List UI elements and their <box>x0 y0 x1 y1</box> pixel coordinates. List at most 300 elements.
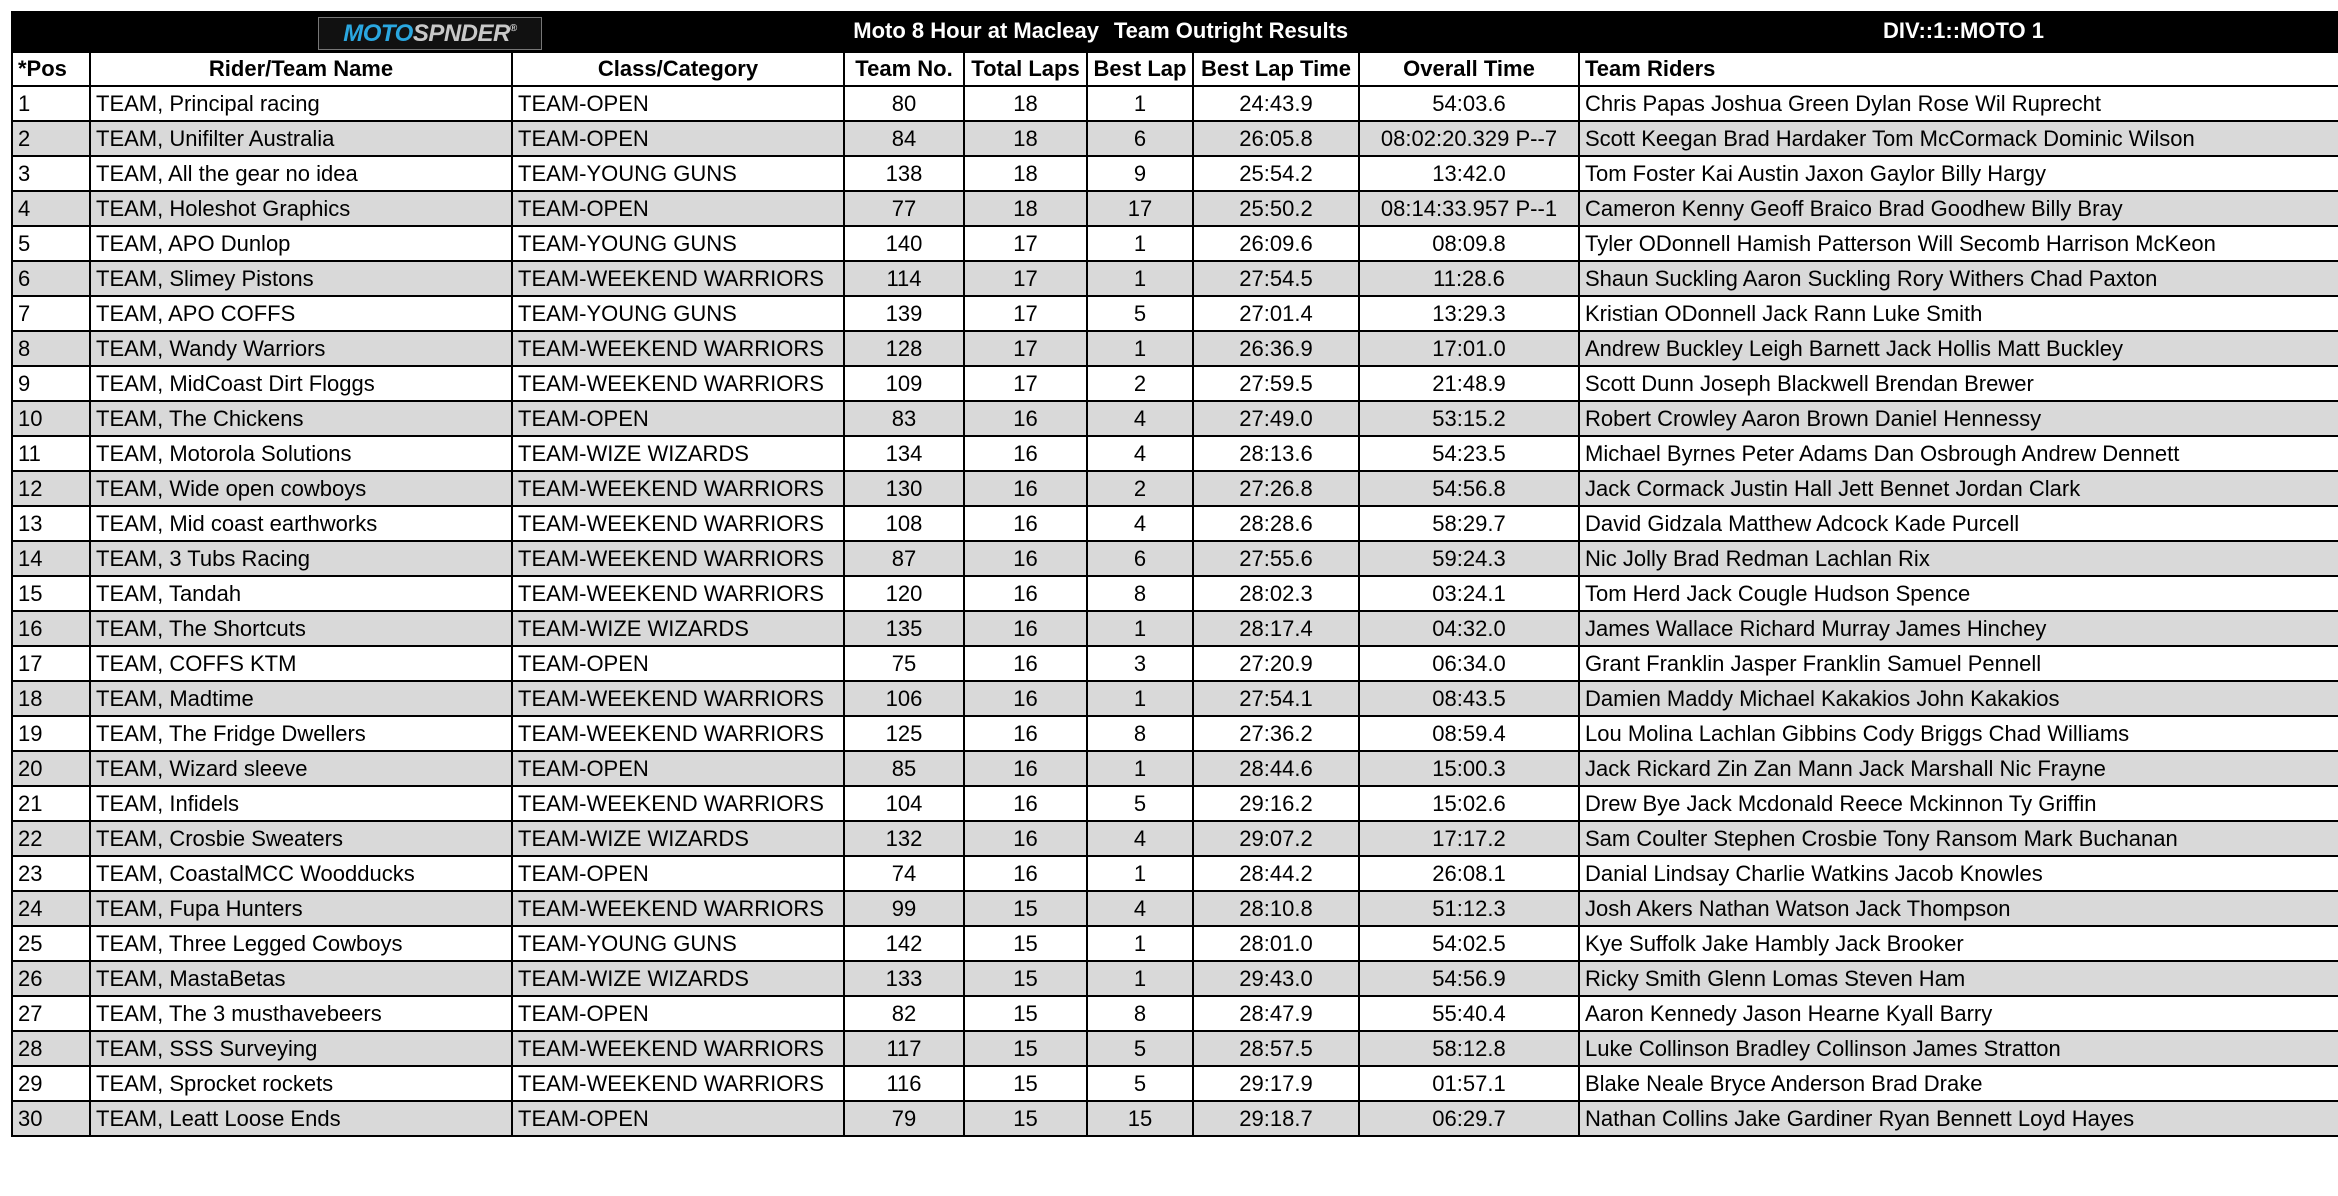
table-row <box>12 786 2338 821</box>
pos-cell: 21 <box>12 786 90 821</box>
table-row <box>12 506 2338 541</box>
pos-cell: 7 <box>12 296 90 331</box>
team-name-cell: TEAM, COFFS KTM <box>90 646 512 681</box>
table-row <box>12 86 2338 121</box>
team-riders-cell: Danial Lindsay Charlie Watkins Jacob Knowles <box>1579 856 2338 891</box>
class-cell: TEAM-OPEN <box>512 401 844 436</box>
team-name-cell: TEAM, SSS Surveying <box>90 1031 512 1066</box>
team-no-cell: 142 <box>844 926 964 961</box>
team-no-cell: 75 <box>844 646 964 681</box>
class-cell: TEAM-YOUNG GUNS <box>512 926 844 961</box>
team-no-cell: 117 <box>844 1031 964 1066</box>
class-cell: TEAM-WEEKEND WARRIORS <box>512 506 844 541</box>
team-name-cell: TEAM, Slimey Pistons <box>90 261 512 296</box>
total-laps-cell: 18 <box>964 191 1087 226</box>
team-name-cell: TEAM, The Chickens <box>90 401 512 436</box>
team-riders-cell: Nic Jolly Brad Redman Lachlan Rix <box>1579 541 2338 576</box>
pos-cell: 13 <box>12 506 90 541</box>
best-lap-cell: 8 <box>1087 576 1193 611</box>
total-laps-cell: 15 <box>964 1101 1087 1136</box>
team-name-cell: TEAM, Fupa Hunters <box>90 891 512 926</box>
best-lap-time-cell: 26:36.9 <box>1193 331 1359 366</box>
class-cell: TEAM-OPEN <box>512 646 844 681</box>
team-riders-cell: Scott Keegan Brad Hardaker Tom McCormack Dominic Wilson <box>1579 121 2338 156</box>
table-row <box>12 856 2338 891</box>
pos-cell: 2 <box>12 121 90 156</box>
best-lap-time-cell: 29:07.2 <box>1193 821 1359 856</box>
team-name-cell: TEAM, APO Dunlop <box>90 226 512 261</box>
class-cell: TEAM-YOUNG GUNS <box>512 226 844 261</box>
team-riders-cell: Drew Bye Jack Mcdonald Reece Mckinnon Ty Griffin <box>1579 786 2338 821</box>
pos-cell: 28 <box>12 1031 90 1066</box>
team-riders-cell: Jack Cormack Justin Hall Jett Bennet Jordan Clark <box>1579 471 2338 506</box>
team-no-cell: 106 <box>844 681 964 716</box>
class-cell: TEAM-OPEN <box>512 191 844 226</box>
pos-cell: 9 <box>12 366 90 401</box>
pos-cell: 4 <box>12 191 90 226</box>
col-header-overall-time[interactable]: Overall Time <box>1359 52 1579 86</box>
team-riders-cell: Michael Byrnes Peter Adams Dan Osbrough Andrew Dennett <box>1579 436 2338 471</box>
overall-time-cell: 51:12.3 <box>1359 891 1579 926</box>
overall-time-cell: 08:02:20.329 P--7 <box>1359 121 1579 156</box>
team-name-cell: TEAM, The Shortcuts <box>90 611 512 646</box>
best-lap-time-cell: 29:16.2 <box>1193 786 1359 821</box>
overall-time-cell: 58:29.7 <box>1359 506 1579 541</box>
best-lap-cell: 1 <box>1087 961 1193 996</box>
best-lap-time-cell: 27:20.9 <box>1193 646 1359 681</box>
team-name-cell: TEAM, Madtime <box>90 681 512 716</box>
overall-time-cell: 21:48.9 <box>1359 366 1579 401</box>
best-lap-time-cell: 28:13.6 <box>1193 436 1359 471</box>
class-cell: TEAM-WIZE WIZARDS <box>512 961 844 996</box>
best-lap-time-cell: 29:18.7 <box>1193 1101 1359 1136</box>
pos-cell: 6 <box>12 261 90 296</box>
best-lap-time-cell: 27:54.1 <box>1193 681 1359 716</box>
table-row <box>12 541 2338 576</box>
col-header-team-riders[interactable]: Team Riders <box>1579 52 2338 86</box>
total-laps-cell: 17 <box>964 366 1087 401</box>
best-lap-cell: 4 <box>1087 436 1193 471</box>
class-cell: TEAM-WEEKEND WARRIORS <box>512 786 844 821</box>
pos-cell: 17 <box>12 646 90 681</box>
best-lap-cell: 1 <box>1087 226 1193 261</box>
team-riders-cell: Aaron Kennedy Jason Hearne Kyall Barry <box>1579 996 2338 1031</box>
class-cell: TEAM-OPEN <box>512 1101 844 1136</box>
class-cell: TEAM-OPEN <box>512 121 844 156</box>
class-cell: TEAM-WIZE WIZARDS <box>512 611 844 646</box>
pos-cell: 15 <box>12 576 90 611</box>
team-riders-cell: James Wallace Richard Murray James Hinchey <box>1579 611 2338 646</box>
total-laps-cell: 16 <box>964 821 1087 856</box>
pos-cell: 1 <box>12 86 90 121</box>
class-cell: TEAM-WEEKEND WARRIORS <box>512 471 844 506</box>
team-name-cell: TEAM, MastaBetas <box>90 961 512 996</box>
team-no-cell: 134 <box>844 436 964 471</box>
table-row <box>12 1101 2338 1136</box>
table-row <box>12 366 2338 401</box>
team-riders-cell: Lou Molina Lachlan Gibbins Cody Briggs Chad Williams <box>1579 716 2338 751</box>
total-laps-cell: 15 <box>964 891 1087 926</box>
total-laps-cell: 16 <box>964 576 1087 611</box>
best-lap-cell: 1 <box>1087 86 1193 121</box>
team-riders-cell: Tom Herd Jack Cougle Hudson Spence <box>1579 576 2338 611</box>
best-lap-cell: 1 <box>1087 261 1193 296</box>
class-cell: TEAM-WEEKEND WARRIORS <box>512 261 844 296</box>
team-riders-cell: Blake Neale Bryce Anderson Brad Drake <box>1579 1066 2338 1101</box>
table-row <box>12 716 2338 751</box>
pos-cell: 11 <box>12 436 90 471</box>
overall-time-cell: 17:17.2 <box>1359 821 1579 856</box>
overall-time-cell: 06:34.0 <box>1359 646 1579 681</box>
best-lap-time-cell: 25:54.2 <box>1193 156 1359 191</box>
team-riders-cell: Ricky Smith Glenn Lomas Steven Ham <box>1579 961 2338 996</box>
best-lap-time-cell: 29:17.9 <box>1193 1066 1359 1101</box>
team-riders-cell: Kye Suffolk Jake Hambly Jack Brooker <box>1579 926 2338 961</box>
best-lap-time-cell: 28:02.3 <box>1193 576 1359 611</box>
team-name-cell: TEAM, The Fridge Dwellers <box>90 716 512 751</box>
best-lap-cell: 5 <box>1087 1031 1193 1066</box>
team-no-cell: 130 <box>844 471 964 506</box>
total-laps-cell: 16 <box>964 541 1087 576</box>
class-cell: TEAM-OPEN <box>512 996 844 1031</box>
overall-time-cell: 54:56.9 <box>1359 961 1579 996</box>
results-sheet <box>11 11 2338 1137</box>
best-lap-time-cell: 27:55.6 <box>1193 541 1359 576</box>
pos-cell: 16 <box>12 611 90 646</box>
best-lap-time-cell: 25:50.2 <box>1193 191 1359 226</box>
class-cell: TEAM-OPEN <box>512 856 844 891</box>
total-laps-cell: 15 <box>964 961 1087 996</box>
team-name-cell: TEAM, Principal racing <box>90 86 512 121</box>
best-lap-time-cell: 28:47.9 <box>1193 996 1359 1031</box>
best-lap-cell: 1 <box>1087 751 1193 786</box>
team-no-cell: 84 <box>844 121 964 156</box>
total-laps-cell: 17 <box>964 331 1087 366</box>
best-lap-cell: 8 <box>1087 996 1193 1031</box>
class-cell: TEAM-WEEKEND WARRIORS <box>512 681 844 716</box>
best-lap-time-cell: 28:57.5 <box>1193 1031 1359 1066</box>
table-row <box>12 681 2338 716</box>
team-no-cell: 85 <box>844 751 964 786</box>
overall-time-cell: 15:00.3 <box>1359 751 1579 786</box>
team-name-cell: TEAM, Mid coast earthworks <box>90 506 512 541</box>
pos-cell: 27 <box>12 996 90 1031</box>
table-row <box>12 436 2338 471</box>
pos-cell: 19 <box>12 716 90 751</box>
team-riders-cell: Andrew Buckley Leigh Barnett Jack Hollis Matt Buckley <box>1579 331 2338 366</box>
total-laps-cell: 16 <box>964 401 1087 436</box>
team-riders-cell: David Gidzala Matthew Adcock Kade Purcell <box>1579 506 2338 541</box>
total-laps-cell: 16 <box>964 506 1087 541</box>
header-row <box>12 52 2338 86</box>
team-no-cell: 120 <box>844 576 964 611</box>
table-row <box>12 296 2338 331</box>
team-no-cell: 114 <box>844 261 964 296</box>
team-riders-cell: Chris Papas Joshua Green Dylan Rose Wil Ruprecht <box>1579 86 2338 121</box>
team-no-cell: 74 <box>844 856 964 891</box>
best-lap-cell: 4 <box>1087 401 1193 436</box>
overall-time-cell: 59:24.3 <box>1359 541 1579 576</box>
team-name-cell: TEAM, Unifilter Australia <box>90 121 512 156</box>
logo-text-onder: NDER <box>443 19 510 47</box>
overall-time-cell: 03:24.1 <box>1359 576 1579 611</box>
best-lap-cell: 9 <box>1087 156 1193 191</box>
best-lap-time-cell: 26:09.6 <box>1193 226 1359 261</box>
overall-time-cell: 08:09.8 <box>1359 226 1579 261</box>
table-row <box>12 331 2338 366</box>
team-name-cell: TEAM, APO COFFS <box>90 296 512 331</box>
table-row <box>12 576 2338 611</box>
team-riders-cell: Jack Rickard Zin Zan Mann Jack Marshall Nic Frayne <box>1579 751 2338 786</box>
overall-time-cell: 54:23.5 <box>1359 436 1579 471</box>
team-riders-cell: Luke Collinson Bradley Collinson James Stratton <box>1579 1031 2338 1066</box>
results-title: Team Outright Results <box>1113 18 1349 43</box>
table-row <box>12 471 2338 506</box>
class-cell: TEAM-WEEKEND WARRIORS <box>512 576 844 611</box>
class-cell: TEAM-WEEKEND WARRIORS <box>512 366 844 401</box>
pos-cell: 8 <box>12 331 90 366</box>
table-row <box>12 996 2338 1031</box>
best-lap-cell: 5 <box>1087 296 1193 331</box>
team-no-cell: 104 <box>844 786 964 821</box>
total-laps-cell: 18 <box>964 156 1087 191</box>
total-laps-cell: 16 <box>964 751 1087 786</box>
team-name-cell: TEAM, The 3 musthavebeers <box>90 996 512 1031</box>
best-lap-time-cell: 27:54.5 <box>1193 261 1359 296</box>
division-title: DIV::1::MOTO 1 <box>1883 18 2044 43</box>
total-laps-cell: 16 <box>964 856 1087 891</box>
event-title-text: Moto 8 Hour at Macleay <box>853 18 1099 43</box>
best-lap-time-cell: 28:44.6 <box>1193 751 1359 786</box>
team-no-cell: 125 <box>844 716 964 751</box>
pos-cell: 23 <box>12 856 90 891</box>
team-riders-cell: Cameron Kenny Geoff Braico Brad Goodhew Billy Bray <box>1579 191 2338 226</box>
team-riders-cell: Tyler ODonnell Hamish Patterson Will Secomb Harrison McKeon <box>1579 226 2338 261</box>
table-row <box>12 646 2338 681</box>
col-header-rider-team-name[interactable]: Rider/Team Name <box>90 52 512 86</box>
table-row <box>12 961 2338 996</box>
best-lap-time-cell: 27:26.8 <box>1193 471 1359 506</box>
best-lap-cell: 5 <box>1087 1066 1193 1101</box>
pos-cell: 26 <box>12 961 90 996</box>
logo-text-moto: MOTO <box>343 19 413 47</box>
pos-cell: 29 <box>12 1066 90 1101</box>
pos-cell: 25 <box>12 926 90 961</box>
table-row <box>12 226 2338 261</box>
table-row <box>12 611 2338 646</box>
class-cell: TEAM-WEEKEND WARRIORS <box>512 1031 844 1066</box>
overall-time-cell: 11:28.6 <box>1359 261 1579 296</box>
team-name-cell: TEAM, Holeshot Graphics <box>90 191 512 226</box>
table-row <box>12 261 2338 296</box>
overall-time-cell: 17:01.0 <box>1359 331 1579 366</box>
total-laps-cell: 15 <box>964 926 1087 961</box>
team-riders-cell: Josh Akers Nathan Watson Jack Thompson <box>1579 891 2338 926</box>
overall-time-cell: 55:40.4 <box>1359 996 1579 1031</box>
class-cell: TEAM-WIZE WIZARDS <box>512 821 844 856</box>
table-row <box>12 401 2338 436</box>
pos-cell: 10 <box>12 401 90 436</box>
best-lap-cell: 1 <box>1087 331 1193 366</box>
class-cell: TEAM-WEEKEND WARRIORS <box>512 541 844 576</box>
event-title <box>611 11 1099 51</box>
best-lap-cell: 6 <box>1087 541 1193 576</box>
overall-time-cell: 08:14:33.957 P--1 <box>1359 191 1579 226</box>
team-no-cell: 99 <box>844 891 964 926</box>
best-lap-time-cell: 28:17.4 <box>1193 611 1359 646</box>
total-laps-cell: 16 <box>964 471 1087 506</box>
pos-cell: 30 <box>12 1101 90 1136</box>
table-row <box>12 156 2338 191</box>
total-laps-cell: 15 <box>964 1066 1087 1101</box>
class-cell: TEAM-WEEKEND WARRIORS <box>512 331 844 366</box>
total-laps-cell: 18 <box>964 86 1087 121</box>
team-name-cell: TEAM, Leatt Loose Ends <box>90 1101 512 1136</box>
team-no-cell: 77 <box>844 191 964 226</box>
best-lap-cell: 2 <box>1087 471 1193 506</box>
team-no-cell: 80 <box>844 86 964 121</box>
results-table <box>11 51 2338 1137</box>
best-lap-cell: 1 <box>1087 856 1193 891</box>
overall-time-cell: 26:08.1 <box>1359 856 1579 891</box>
table-row <box>12 891 2338 926</box>
total-laps-cell: 17 <box>964 226 1087 261</box>
pos-cell: 14 <box>12 541 90 576</box>
table-row <box>12 1066 2338 1101</box>
team-name-cell: TEAM, Wizard sleeve <box>90 751 512 786</box>
total-laps-cell: 16 <box>964 436 1087 471</box>
total-laps-cell: 16 <box>964 681 1087 716</box>
overall-time-cell: 06:29.7 <box>1359 1101 1579 1136</box>
col-header-best-lap[interactable]: Best Lap <box>1087 52 1193 86</box>
best-lap-cell: 15 <box>1087 1101 1193 1136</box>
team-riders-cell: Scott Dunn Joseph Blackwell Brendan Brewer <box>1579 366 2338 401</box>
overall-time-cell: 58:12.8 <box>1359 1031 1579 1066</box>
best-lap-time-cell: 28:01.0 <box>1193 926 1359 961</box>
best-lap-cell: 8 <box>1087 716 1193 751</box>
pos-cell: 12 <box>12 471 90 506</box>
team-name-cell: TEAM, CoastalMCC Woodducks <box>90 856 512 891</box>
team-no-cell: 138 <box>844 156 964 191</box>
team-name-cell: TEAM, Crosbie Sweaters <box>90 821 512 856</box>
team-no-cell: 79 <box>844 1101 964 1136</box>
team-no-cell: 135 <box>844 611 964 646</box>
best-lap-time-cell: 27:59.5 <box>1193 366 1359 401</box>
class-cell: TEAM-WIZE WIZARDS <box>512 436 844 471</box>
team-no-cell: 140 <box>844 226 964 261</box>
total-laps-cell: 16 <box>964 646 1087 681</box>
team-no-cell: 139 <box>844 296 964 331</box>
team-name-cell: TEAM, Wandy Warriors <box>90 331 512 366</box>
team-name-cell: TEAM, 3 Tubs Racing <box>90 541 512 576</box>
team-riders-cell: Robert Crowley Aaron Brown Daniel Hennessy <box>1579 401 2338 436</box>
best-lap-time-cell: 27:49.0 <box>1193 401 1359 436</box>
col-header-total-laps[interactable]: Total Laps <box>964 52 1087 86</box>
motosponder-logo <box>318 17 542 50</box>
overall-time-cell: 53:15.2 <box>1359 401 1579 436</box>
team-no-cell: 87 <box>844 541 964 576</box>
team-riders-cell: Damien Maddy Michael Kakakios John Kakakios <box>1579 681 2338 716</box>
pos-cell: 20 <box>12 751 90 786</box>
total-laps-cell: 17 <box>964 296 1087 331</box>
col-header-team-no[interactable]: Team No. <box>844 52 964 86</box>
class-cell: TEAM-WEEKEND WARRIORS <box>512 716 844 751</box>
overall-time-cell: 08:59.4 <box>1359 716 1579 751</box>
overall-time-cell: 13:42.0 <box>1359 156 1579 191</box>
best-lap-cell: 3 <box>1087 646 1193 681</box>
best-lap-time-cell: 28:10.8 <box>1193 891 1359 926</box>
team-no-cell: 132 <box>844 821 964 856</box>
pos-cell: 18 <box>12 681 90 716</box>
class-cell: TEAM-WEEKEND WARRIORS <box>512 1066 844 1101</box>
team-name-cell: TEAM, Infidels <box>90 786 512 821</box>
best-lap-time-cell: 28:28.6 <box>1193 506 1359 541</box>
team-name-cell: TEAM, MidCoast Dirt Floggs <box>90 366 512 401</box>
logo-registered-mark: ® <box>509 23 517 34</box>
best-lap-cell: 6 <box>1087 121 1193 156</box>
team-no-cell: 109 <box>844 366 964 401</box>
total-laps-cell: 15 <box>964 996 1087 1031</box>
overall-time-cell: 54:03.6 <box>1359 86 1579 121</box>
team-name-cell: TEAM, All the gear no idea <box>90 156 512 191</box>
class-cell: TEAM-OPEN <box>512 751 844 786</box>
table-row <box>12 191 2338 226</box>
team-name-cell: TEAM, Tandah <box>90 576 512 611</box>
col-header-pos[interactable]: *Pos <box>12 52 90 86</box>
pos-cell: 5 <box>12 226 90 261</box>
overall-time-cell: 08:43.5 <box>1359 681 1579 716</box>
team-no-cell: 116 <box>844 1066 964 1101</box>
overall-time-cell: 01:57.1 <box>1359 1066 1579 1101</box>
col-header-best-lap-time[interactable]: Best Lap Time <box>1193 52 1359 86</box>
best-lap-time-cell: 27:01.4 <box>1193 296 1359 331</box>
best-lap-time-cell: 27:36.2 <box>1193 716 1359 751</box>
best-lap-cell: 17 <box>1087 191 1193 226</box>
table-row <box>12 121 2338 156</box>
overall-time-cell: 54:56.8 <box>1359 471 1579 506</box>
overall-time-cell: 13:29.3 <box>1359 296 1579 331</box>
best-lap-cell: 1 <box>1087 611 1193 646</box>
team-no-cell: 128 <box>844 331 964 366</box>
col-header-class-category[interactable]: Class/Category <box>512 52 844 86</box>
class-cell: TEAM-YOUNG GUNS <box>512 156 844 191</box>
pos-cell: 3 <box>12 156 90 191</box>
overall-time-cell: 04:32.0 <box>1359 611 1579 646</box>
class-cell: TEAM-WEEKEND WARRIORS <box>512 891 844 926</box>
team-riders-cell: Sam Coulter Stephen Crosbie Tony Ransom Mark Buchanan <box>1579 821 2338 856</box>
table-row <box>12 926 2338 961</box>
overall-time-cell: 15:02.6 <box>1359 786 1579 821</box>
total-laps-cell: 16 <box>964 611 1087 646</box>
total-laps-cell: 16 <box>964 716 1087 751</box>
best-lap-time-cell: 24:43.9 <box>1193 86 1359 121</box>
total-laps-cell: 17 <box>964 261 1087 296</box>
best-lap-time-cell: 26:05.8 <box>1193 121 1359 156</box>
logo-text-sp: SP <box>412 19 444 47</box>
best-lap-cell: 1 <box>1087 926 1193 961</box>
team-riders-cell: Nathan Collins Jake Gardiner Ryan Bennett Loyd Hayes <box>1579 1101 2338 1136</box>
class-cell: TEAM-OPEN <box>512 86 844 121</box>
title-bar <box>11 11 2338 51</box>
team-riders-cell: Tom Foster Kai Austin Jaxon Gaylor Billy Hargy <box>1579 156 2338 191</box>
total-laps-cell: 18 <box>964 121 1087 156</box>
class-cell: TEAM-YOUNG GUNS <box>512 296 844 331</box>
best-lap-cell: 4 <box>1087 891 1193 926</box>
team-no-cell: 133 <box>844 961 964 996</box>
best-lap-time-cell: 29:43.0 <box>1193 961 1359 996</box>
team-riders-cell: Kristian ODonnell Jack Rann Luke Smith <box>1579 296 2338 331</box>
team-no-cell: 108 <box>844 506 964 541</box>
